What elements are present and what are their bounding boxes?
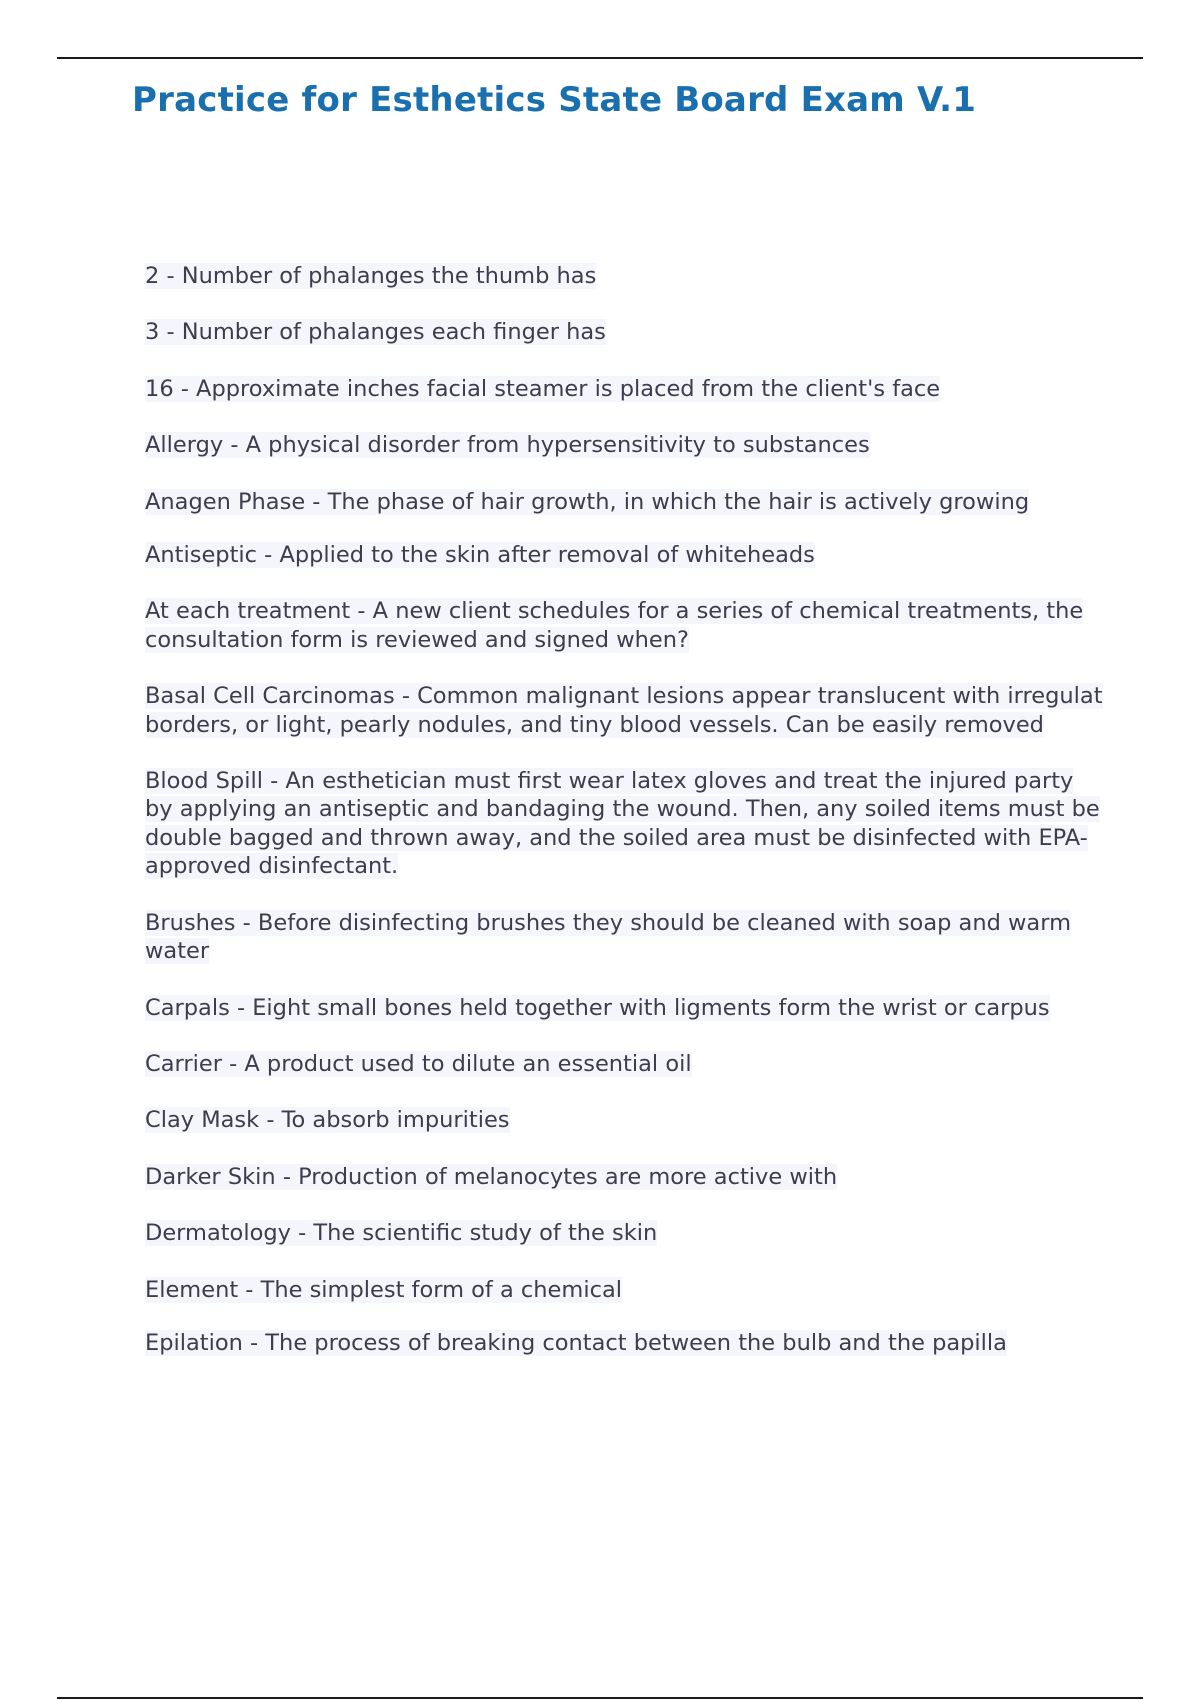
list-item	[145, 682, 1105, 739]
entry-text: Carrier - A product used to dilute an essential oil	[145, 1050, 692, 1077]
entry-text: Epilation - The process of breaking contact between the bulb and the papilla	[145, 1329, 1007, 1356]
list-item	[145, 375, 1105, 403]
top-divider	[57, 57, 1143, 59]
list-item	[145, 1329, 1105, 1357]
entry-text: Brushes - Before disinfecting brushes they should be cleaned with soap and warm water	[145, 909, 1071, 965]
document-title: Practice for Esthetics State Board Exam V.1	[132, 80, 977, 120]
flashcard-list	[145, 262, 1105, 1385]
entry-text: Element - The simplest form of a chemical	[145, 1276, 622, 1303]
list-item	[145, 488, 1105, 516]
list-item	[145, 1219, 1105, 1247]
list-item	[145, 597, 1105, 654]
entry-text: 3 - Number of phalanges each finger has	[145, 319, 606, 346]
list-item	[145, 994, 1105, 1022]
list-item	[145, 541, 1105, 569]
list-item	[145, 767, 1105, 881]
list-item	[145, 1050, 1105, 1078]
list-item	[145, 262, 1105, 290]
list-item	[145, 1163, 1105, 1191]
list-item	[145, 431, 1105, 459]
list-item	[145, 1276, 1105, 1304]
bottom-divider	[57, 1697, 1143, 1699]
entry-text: Blood Spill - An esthetician must first wear latex gloves and treat the injured party by applying an antiseptic and bandaging the wound. Then, any soiled items must be double bagged and thrown away, and the soiled area must be disinfected with EPA- approved disinfectant.	[145, 768, 1100, 880]
entry-text: Darker Skin - Production of melanocytes are more active with	[145, 1163, 838, 1190]
entry-text: Anagen Phase - The phase of hair growth, in which the hair is actively growing	[145, 488, 1030, 515]
entry-text: 16 - Approximate inches facial steamer is placed from the client's face	[145, 375, 941, 402]
entry-text: At each treatment - A new client schedules for a series of chemical treatments, the consultation form is reviewed and signed when?	[145, 598, 1084, 653]
entry-text: Basal Cell Carcinomas - Common malignant lesions appear translucent with irregulat borders, or light, pearly nodules, and tiny blood vessels. Can be easily removed	[145, 683, 1103, 738]
list-item	[145, 1106, 1105, 1134]
entry-text: Carpals - Eight small bones held together with ligments form the wrist or carpus	[145, 994, 1050, 1021]
entry-text: Allergy - A physical disorder from hypersensitivity to substances	[145, 432, 870, 459]
entry-text: Antiseptic - Applied to the skin after removal of whiteheads	[145, 542, 815, 569]
entry-text: Dermatology - The scientific study of the skin	[145, 1220, 658, 1247]
list-item	[145, 318, 1105, 346]
entry-text: 2 - Number of phalanges the thumb has	[145, 263, 597, 289]
list-item	[145, 909, 1105, 966]
entry-text: Clay Mask - To absorb impurities	[145, 1107, 510, 1134]
